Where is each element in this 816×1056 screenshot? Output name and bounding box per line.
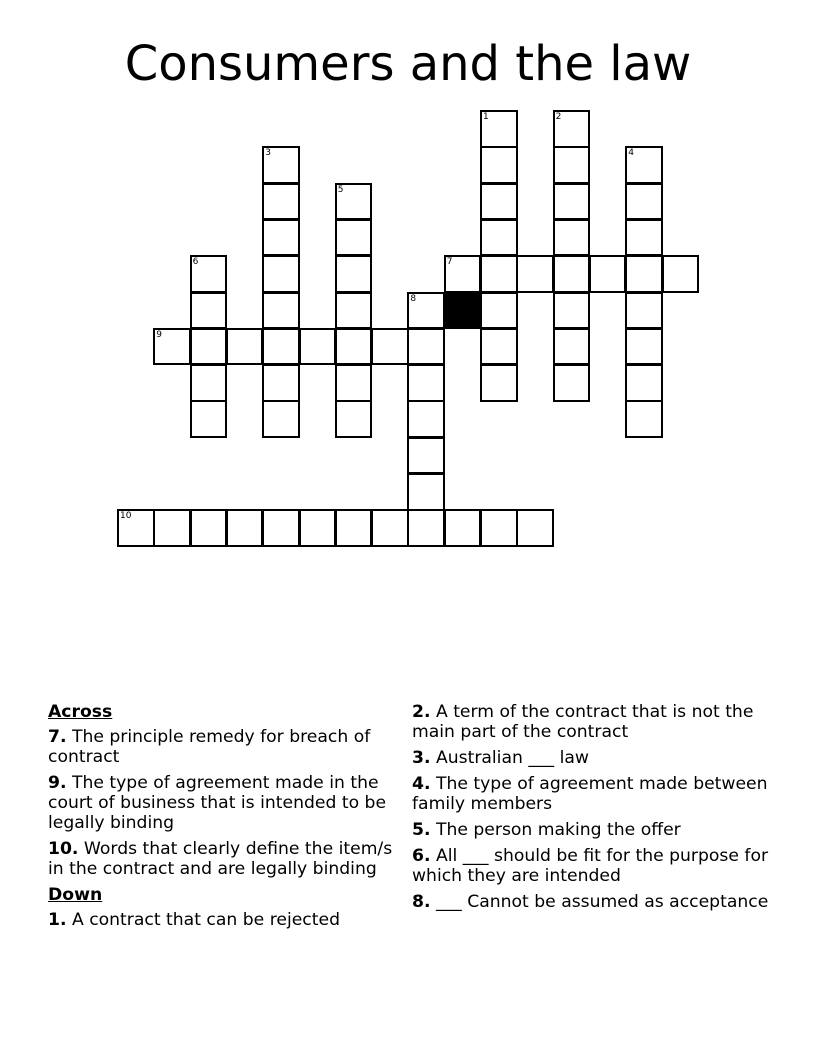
clues-left-column bbox=[48, 702, 404, 936]
grid-cell[interactable] bbox=[262, 509, 300, 547]
grid-cell[interactable] bbox=[444, 509, 482, 547]
grid-cell[interactable] bbox=[153, 328, 191, 366]
clue-text: The type of agreement made between family members bbox=[412, 774, 768, 814]
grid-cell[interactable] bbox=[625, 364, 663, 402]
grid-cell[interactable] bbox=[371, 328, 409, 366]
grid-cell[interactable] bbox=[190, 364, 228, 402]
grid-cell[interactable] bbox=[335, 219, 373, 257]
clue-across-7 bbox=[48, 727, 404, 767]
clue-number: 4. bbox=[412, 774, 431, 794]
clue-number-label: 8 bbox=[410, 293, 417, 304]
clue-text: ___ Cannot be assumed as acceptance bbox=[435, 892, 769, 912]
grid-cell[interactable] bbox=[480, 146, 518, 184]
grid-cell[interactable] bbox=[625, 400, 663, 438]
grid-cell[interactable] bbox=[553, 292, 591, 330]
grid-cell[interactable] bbox=[407, 509, 445, 547]
clue-text: A term of the contract that is not the main part of the contract bbox=[412, 702, 754, 742]
clue-down-3 bbox=[412, 748, 772, 768]
clue-text: The person making the offer bbox=[435, 820, 681, 840]
grid-cell[interactable] bbox=[117, 509, 155, 547]
grid-cell[interactable] bbox=[407, 328, 445, 366]
clue-number: 1. bbox=[48, 910, 67, 930]
grid-cell[interactable] bbox=[226, 328, 264, 366]
grid-cell[interactable] bbox=[299, 328, 337, 366]
grid-cell[interactable] bbox=[625, 183, 663, 221]
clue-number: 10. bbox=[48, 839, 79, 859]
clue-number: 5. bbox=[412, 820, 431, 840]
clue-number: 3. bbox=[412, 748, 431, 768]
grid-cell[interactable] bbox=[335, 328, 373, 366]
grid-cell[interactable] bbox=[553, 364, 591, 402]
grid-cell[interactable] bbox=[335, 509, 373, 547]
grid-cell[interactable] bbox=[262, 219, 300, 257]
clue-number-label: 6 bbox=[192, 257, 199, 268]
grid-cell[interactable] bbox=[625, 328, 663, 366]
grid-cell[interactable] bbox=[190, 328, 228, 366]
down-header: Down bbox=[48, 885, 103, 905]
grid-cell[interactable] bbox=[553, 328, 591, 366]
grid-cell[interactable] bbox=[190, 509, 228, 547]
grid-cell[interactable] bbox=[371, 509, 409, 547]
grid-cell[interactable] bbox=[480, 110, 518, 148]
clue-number: 8. bbox=[412, 892, 431, 912]
grid-cell[interactable] bbox=[299, 509, 337, 547]
clue-number-label: 7 bbox=[446, 257, 453, 268]
grid-cell[interactable] bbox=[480, 328, 518, 366]
clue-text: The principle remedy for breach of contract bbox=[48, 727, 371, 767]
grid-cell[interactable] bbox=[262, 255, 300, 293]
clue-down-1 bbox=[48, 910, 404, 930]
grid-cell[interactable] bbox=[480, 183, 518, 221]
grid-cell[interactable] bbox=[407, 437, 445, 475]
clue-down-4 bbox=[412, 774, 772, 814]
grid-cell[interactable] bbox=[444, 255, 482, 293]
grid-cell[interactable] bbox=[190, 255, 228, 293]
clue-across-10 bbox=[48, 839, 404, 879]
grid-cell[interactable] bbox=[153, 509, 191, 547]
clue-down-6 bbox=[412, 846, 772, 886]
grid-cell[interactable] bbox=[335, 292, 373, 330]
grid-cell[interactable] bbox=[407, 292, 445, 330]
grid-cell[interactable] bbox=[625, 146, 663, 184]
grid-cell[interactable] bbox=[262, 183, 300, 221]
clue-number-label: 9 bbox=[156, 329, 163, 340]
grid-cell[interactable] bbox=[589, 255, 627, 293]
clue-down-5 bbox=[412, 820, 772, 840]
puzzle-title: Consumers and the law bbox=[124, 36, 692, 92]
grid-cell[interactable] bbox=[480, 292, 518, 330]
grid-cell[interactable] bbox=[335, 183, 373, 221]
grid-cell[interactable] bbox=[553, 110, 591, 148]
grid-cell[interactable] bbox=[335, 364, 373, 402]
grid-cell[interactable] bbox=[480, 364, 518, 402]
clue-number-label: 4 bbox=[628, 148, 634, 159]
clue-number: 7. bbox=[48, 727, 67, 747]
grid-cell[interactable] bbox=[516, 509, 554, 547]
clue-text: Australian ___ law bbox=[435, 748, 589, 768]
across-header: Across bbox=[48, 702, 113, 722]
grid-cell[interactable] bbox=[335, 255, 373, 293]
grid-cell[interactable] bbox=[625, 219, 663, 257]
grid-cell[interactable] bbox=[335, 400, 373, 438]
grid-cell[interactable] bbox=[516, 255, 554, 293]
clue-number-label: 5 bbox=[337, 184, 344, 195]
grid-cell[interactable] bbox=[553, 183, 591, 221]
grid-cell[interactable] bbox=[662, 255, 700, 293]
clue-number: 9. bbox=[48, 773, 67, 793]
clue-text: All ___ should be fit for the purpose for which they are intended bbox=[412, 846, 769, 886]
grid-cell[interactable] bbox=[190, 400, 228, 438]
grid-cell[interactable] bbox=[190, 292, 228, 330]
grid-cell[interactable] bbox=[625, 292, 663, 330]
grid-cell[interactable] bbox=[553, 219, 591, 257]
clue-text: Words that clearly define the item/s in the contract and are legally binding bbox=[48, 839, 393, 879]
grid-cell[interactable] bbox=[262, 146, 300, 184]
grid-cell[interactable] bbox=[407, 364, 445, 402]
clue-number: 2. bbox=[412, 702, 431, 722]
clue-text: The type of agreement made in the court of business that is intended to be legally binding bbox=[48, 773, 387, 833]
grid-cell[interactable] bbox=[553, 255, 591, 293]
grid-cell[interactable] bbox=[226, 509, 264, 547]
grid-cell[interactable] bbox=[262, 364, 300, 402]
clue-number-label: 3 bbox=[265, 148, 271, 159]
grid-cell[interactable] bbox=[553, 146, 591, 184]
grid-cell[interactable] bbox=[407, 473, 445, 511]
grid-cell[interactable] bbox=[625, 255, 663, 293]
clues-right-column bbox=[412, 702, 772, 918]
grid-cell[interactable] bbox=[262, 292, 300, 330]
clue-down-2 bbox=[412, 702, 772, 742]
clue-number: 6. bbox=[412, 846, 431, 866]
grid-cell[interactable] bbox=[407, 400, 445, 438]
grid-cell[interactable] bbox=[262, 400, 300, 438]
grid-cell[interactable] bbox=[480, 509, 518, 547]
clue-number-label: 1 bbox=[483, 112, 489, 122]
clue-number-label: 10 bbox=[120, 511, 132, 522]
clue-text: A contract that can be rejected bbox=[71, 910, 340, 930]
grid-cell[interactable] bbox=[480, 255, 518, 293]
clue-down-8 bbox=[412, 892, 772, 912]
clue-number-label: 2 bbox=[555, 112, 562, 122]
grid-cell[interactable] bbox=[480, 219, 518, 257]
clue-across-9 bbox=[48, 773, 404, 833]
grid-block bbox=[444, 292, 482, 330]
grid-cell[interactable] bbox=[262, 328, 300, 366]
